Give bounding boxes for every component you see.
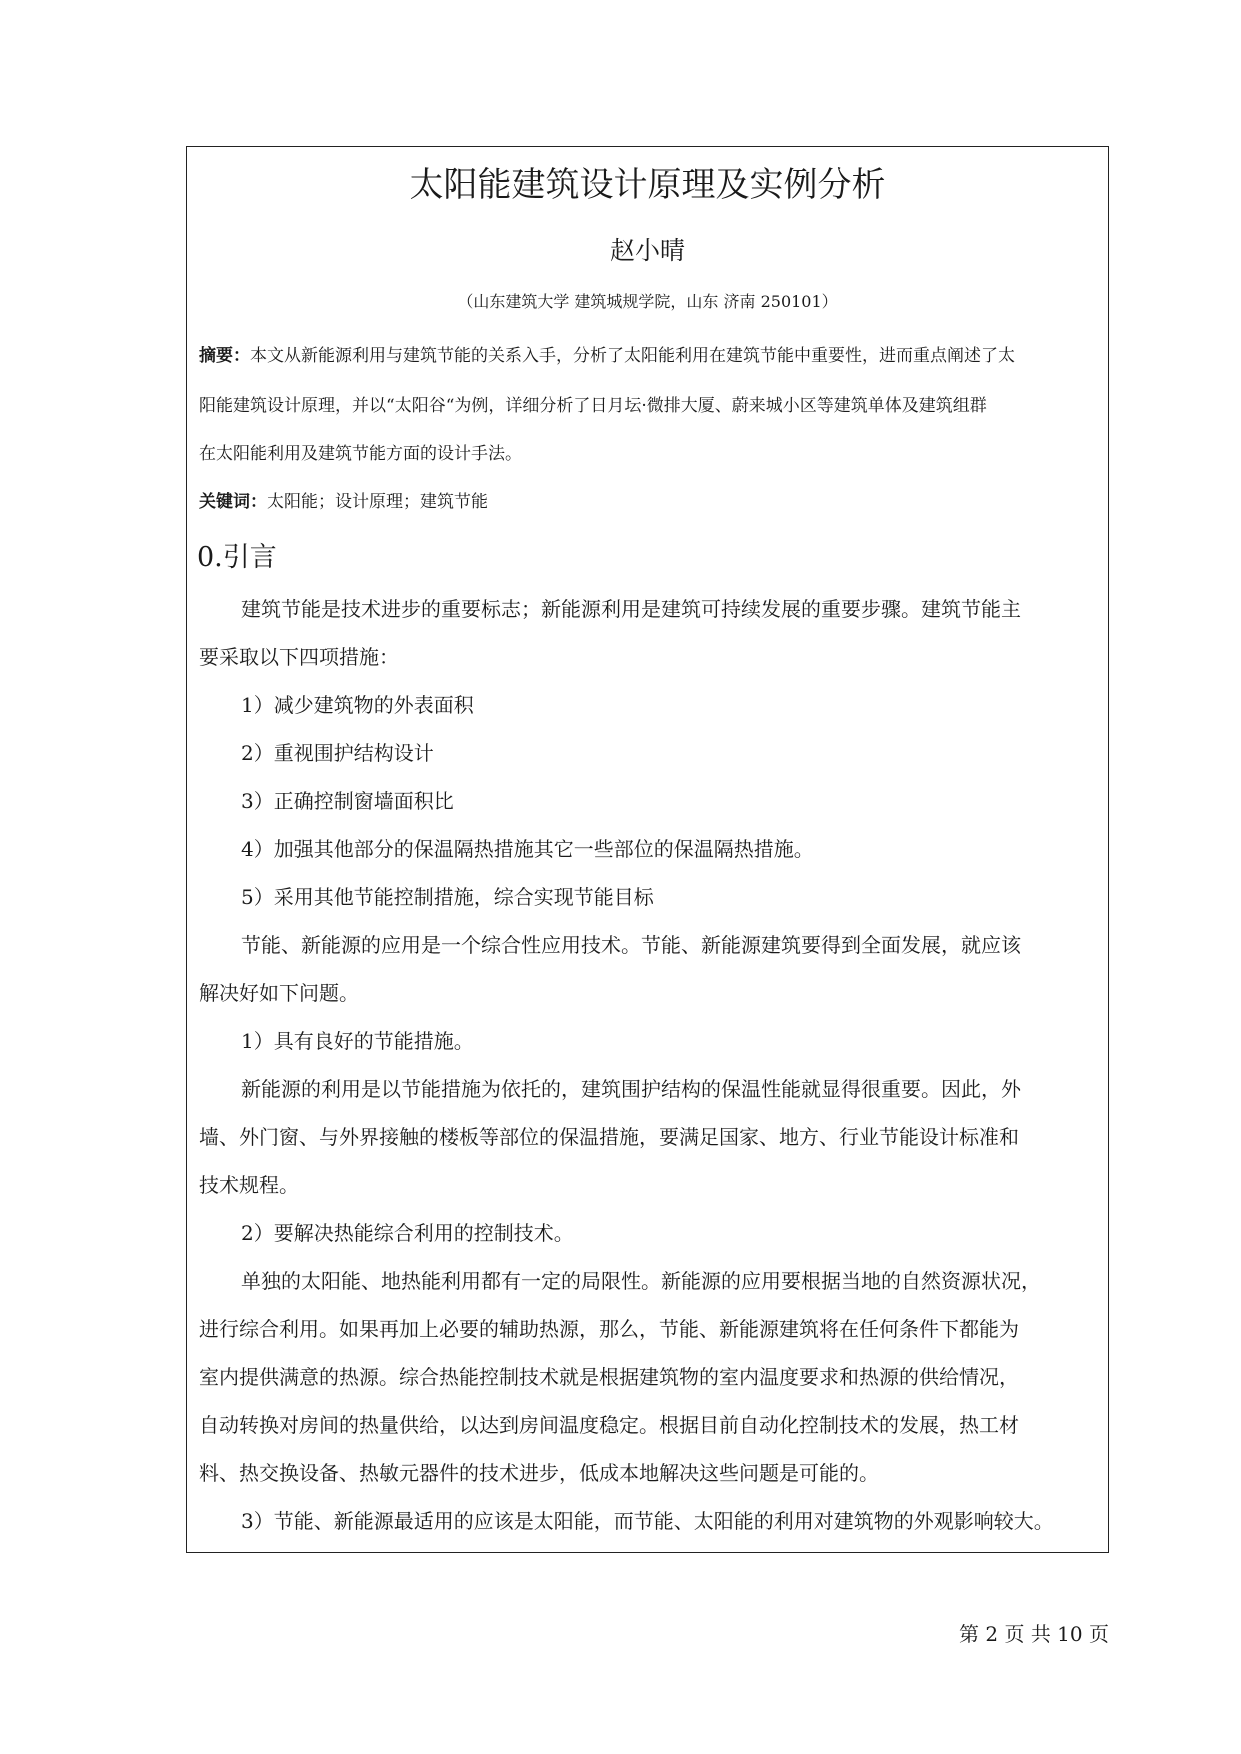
keywords-label: 关键词： xyxy=(199,492,267,512)
body-line: 进行综合利用。如果再加上必要的辅助热源，那么，节能、新能源建筑将在任何条件下都能为 xyxy=(199,1317,1019,1341)
section-heading: 0.引言 xyxy=(197,542,277,573)
body-line: 建筑节能是技术进步的重要标志；新能源利用是建筑可持续发展的重要步骤。建筑节能主 xyxy=(241,597,1021,621)
list-item: 4）加强其他部分的保温隔热措施其它一些部位的保温隔热措施。 xyxy=(241,837,814,861)
body-line: 室内提供满意的热源。综合热能控制技术就是根据建筑物的室内温度要求和热源的供给情况， xyxy=(199,1365,1019,1389)
author-name: 赵小晴 xyxy=(609,236,685,265)
abstract-label: 摘要： xyxy=(199,346,250,366)
abstract-line: 阳能建筑设计原理，并以“太阳谷“为例，详细分析了日月坛·微排大厦、蔚来城小区等建筑单体及建筑组群 xyxy=(199,396,987,416)
body-line: 自动转换对房间的热量供给，以达到房间温度稳定。根据目前自动化控制技术的发展，热工材 xyxy=(199,1413,1019,1437)
abstract-line: 在太阳能利用及建筑节能方面的设计手法。 xyxy=(199,444,522,464)
body-line: 解决好如下问题。 xyxy=(199,981,359,1005)
keywords-line xyxy=(199,487,488,512)
list-item: 5）采用其他节能控制措施，综合实现节能目标 xyxy=(241,885,654,909)
body-line: 墙、外门窗、与外界接触的楼板等部位的保温措施，要满足国家、地方、行业节能设计标准和 xyxy=(199,1125,1019,1149)
body-line: 单独的太阳能、地热能利用都有一定的局限性。新能源的应用要根据当地的自然资源状况， xyxy=(241,1269,1041,1293)
document-frame xyxy=(186,146,1109,1553)
list-item: 2）重视围护结构设计 xyxy=(241,741,434,765)
list-item: 3）节能、新能源最适用的应该是太阳能，而节能、太阳能的利用对建筑物的外观影响较大。 xyxy=(241,1509,1054,1533)
affiliation: （山东建筑大学 建筑城规学院，山东 济南 250101） xyxy=(457,292,838,311)
body-line: 技术规程。 xyxy=(199,1173,299,1197)
body-line: 料、热交换设备、热敏元器件的技术进步，低成本地解决这些问题是可能的。 xyxy=(199,1461,879,1485)
body-line: 节能、新能源的应用是一个综合性应用技术。节能、新能源建筑要得到全面发展，就应该 xyxy=(241,933,1021,957)
page-number: 第 2 页 共 10 页 xyxy=(959,1622,1109,1646)
body-line: 要采取以下四项措施： xyxy=(199,645,399,669)
abstract-line: 摘要：本文从新能源利用与建筑节能的关系入手，分析了太阳能利用在建筑节能中重要性，进而重点阐述了太 xyxy=(199,346,1015,366)
list-item: 2）要解决热能综合利用的控制技术。 xyxy=(241,1221,574,1245)
list-item: 1）减少建筑物的外表面积 xyxy=(241,693,474,717)
list-item: 1）具有良好的节能措施。 xyxy=(241,1029,474,1053)
keywords-text: 太阳能；设计原理；建筑节能 xyxy=(267,492,488,512)
list-item: 3）正确控制窗墙面积比 xyxy=(241,789,454,813)
body-line: 新能源的利用是以节能措施为依托的，建筑围护结构的保温性能就显得很重要。因此，外 xyxy=(241,1077,1021,1101)
paper-title: 太阳能建筑设计原理及实例分析 xyxy=(409,165,886,205)
